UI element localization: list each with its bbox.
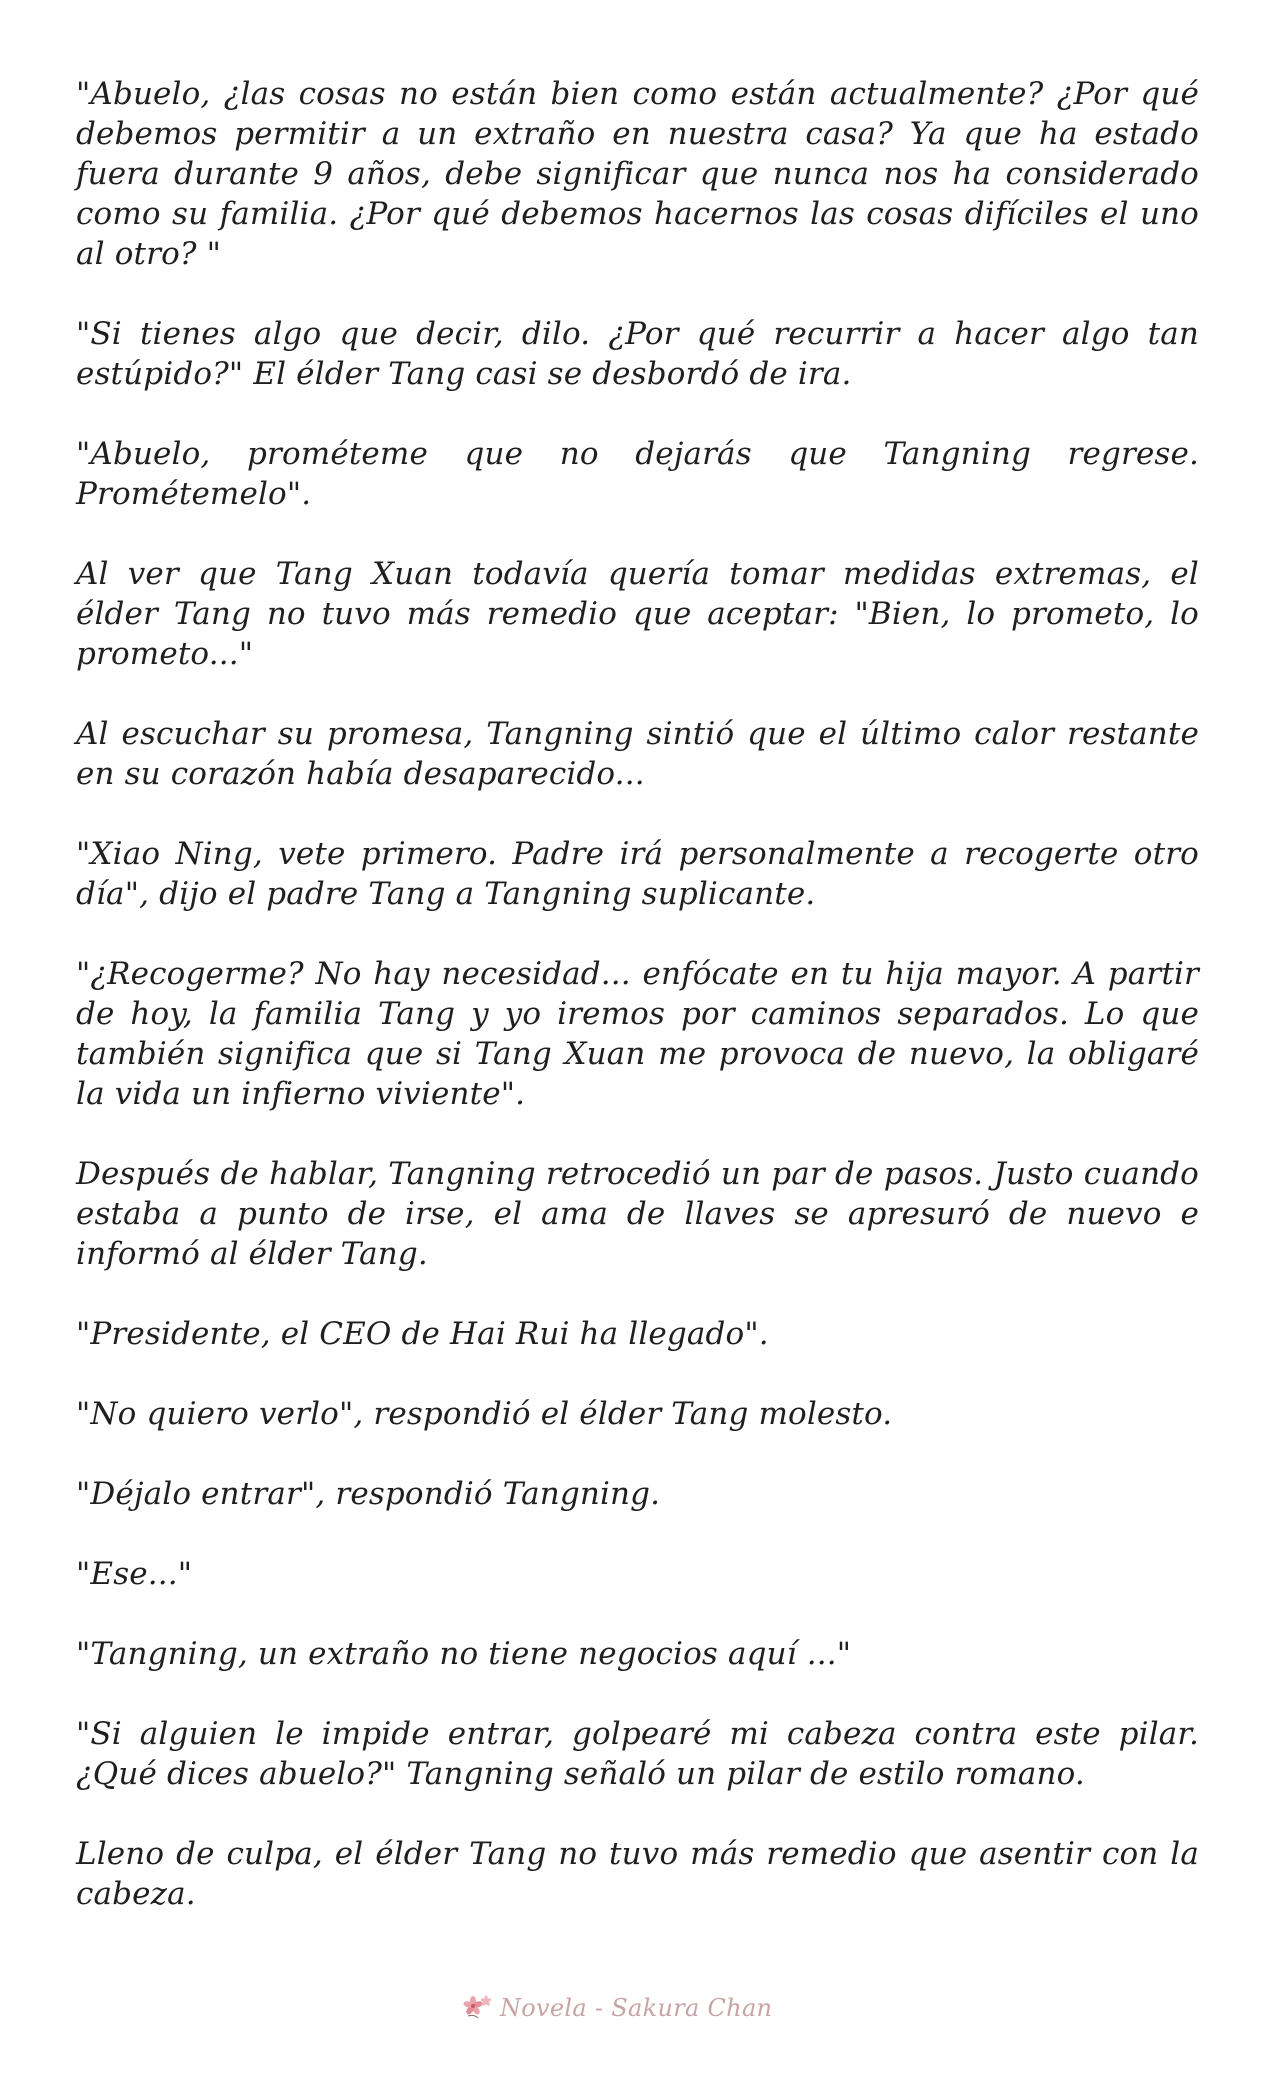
watermark-text: Novela - Sakura Chan bbox=[500, 1994, 773, 2022]
sakura-flower-icon bbox=[462, 1992, 494, 2024]
paragraph: "Abuelo, prométeme que no dejarás que Tangning regrese. Prométemelo". bbox=[76, 436, 1199, 512]
paragraph: "Déjalo entrar", respondió Tangning. bbox=[76, 1476, 661, 1512]
paragraph: Después de hablar, Tangning retrocedió un par de pasos. Justo cuando estaba a punto de irse, el ama de llaves se apresuró de nuevo e informó al élder Tang. bbox=[76, 1156, 1199, 1272]
paragraph: "Ese..." bbox=[76, 1556, 193, 1592]
paragraph: "Abuelo, ¿las cosas no están bien como están actualmente? ¿Por qué debemos permitir a un extraño en nuestra casa? Ya que ha estado fuera durante 9 años, debe significar que nunca nos ha considerado como su familia. ¿Por qué debemos hacernos las cosas difíciles el uno al otro? " bbox=[76, 76, 1199, 272]
paragraph: "Presidente, el CEO de Hai Rui ha llegado". bbox=[76, 1316, 769, 1352]
paragraph: "Si tienes algo que decir, dilo. ¿Por qué recurrir a hacer algo tan estúpido?" El élder Tang casi se desbordó de ira. bbox=[76, 316, 1199, 392]
paragraph: "Si alguien le impide entrar, golpearé mi cabeza contra este pilar. ¿Qué dices abuelo?" Tangning señaló un pilar de estilo romano. bbox=[76, 1716, 1199, 1792]
paragraph: Al ver que Tang Xuan todavía quería tomar medidas extremas, el élder Tang no tuvo más remedio que aceptar: "Bien, lo prometo, lo prometo..." bbox=[76, 556, 1199, 672]
paragraph: "¿Recogerme? No hay necesidad... enfócate en tu hija mayor. A partir de hoy, la familia Tang y yo iremos por caminos separados. Lo que también significa que si Tang Xuan me provoca de nuevo, la obligaré la vida un infierno viviente". bbox=[76, 956, 1199, 1112]
paragraph: "Xiao Ning, vete primero. Padre irá personalmente a recogerte otro día", dijo el padre Tang a Tangning suplicante. bbox=[76, 836, 1199, 912]
paragraph: "No quiero verlo", respondió el élder Tang molesto. bbox=[76, 1396, 893, 1432]
watermark bbox=[462, 1984, 772, 2032]
paragraph: "Tangning, un extraño no tiene negocios aquí ..." bbox=[76, 1636, 852, 1672]
paragraph: Al escuchar su promesa, Tangning sintió que el último calor restante en su corazón había desaparecido... bbox=[76, 716, 1199, 792]
paragraph: Lleno de culpa, el élder Tang no tuvo más remedio que asentir con la cabeza. bbox=[76, 1836, 1199, 1912]
